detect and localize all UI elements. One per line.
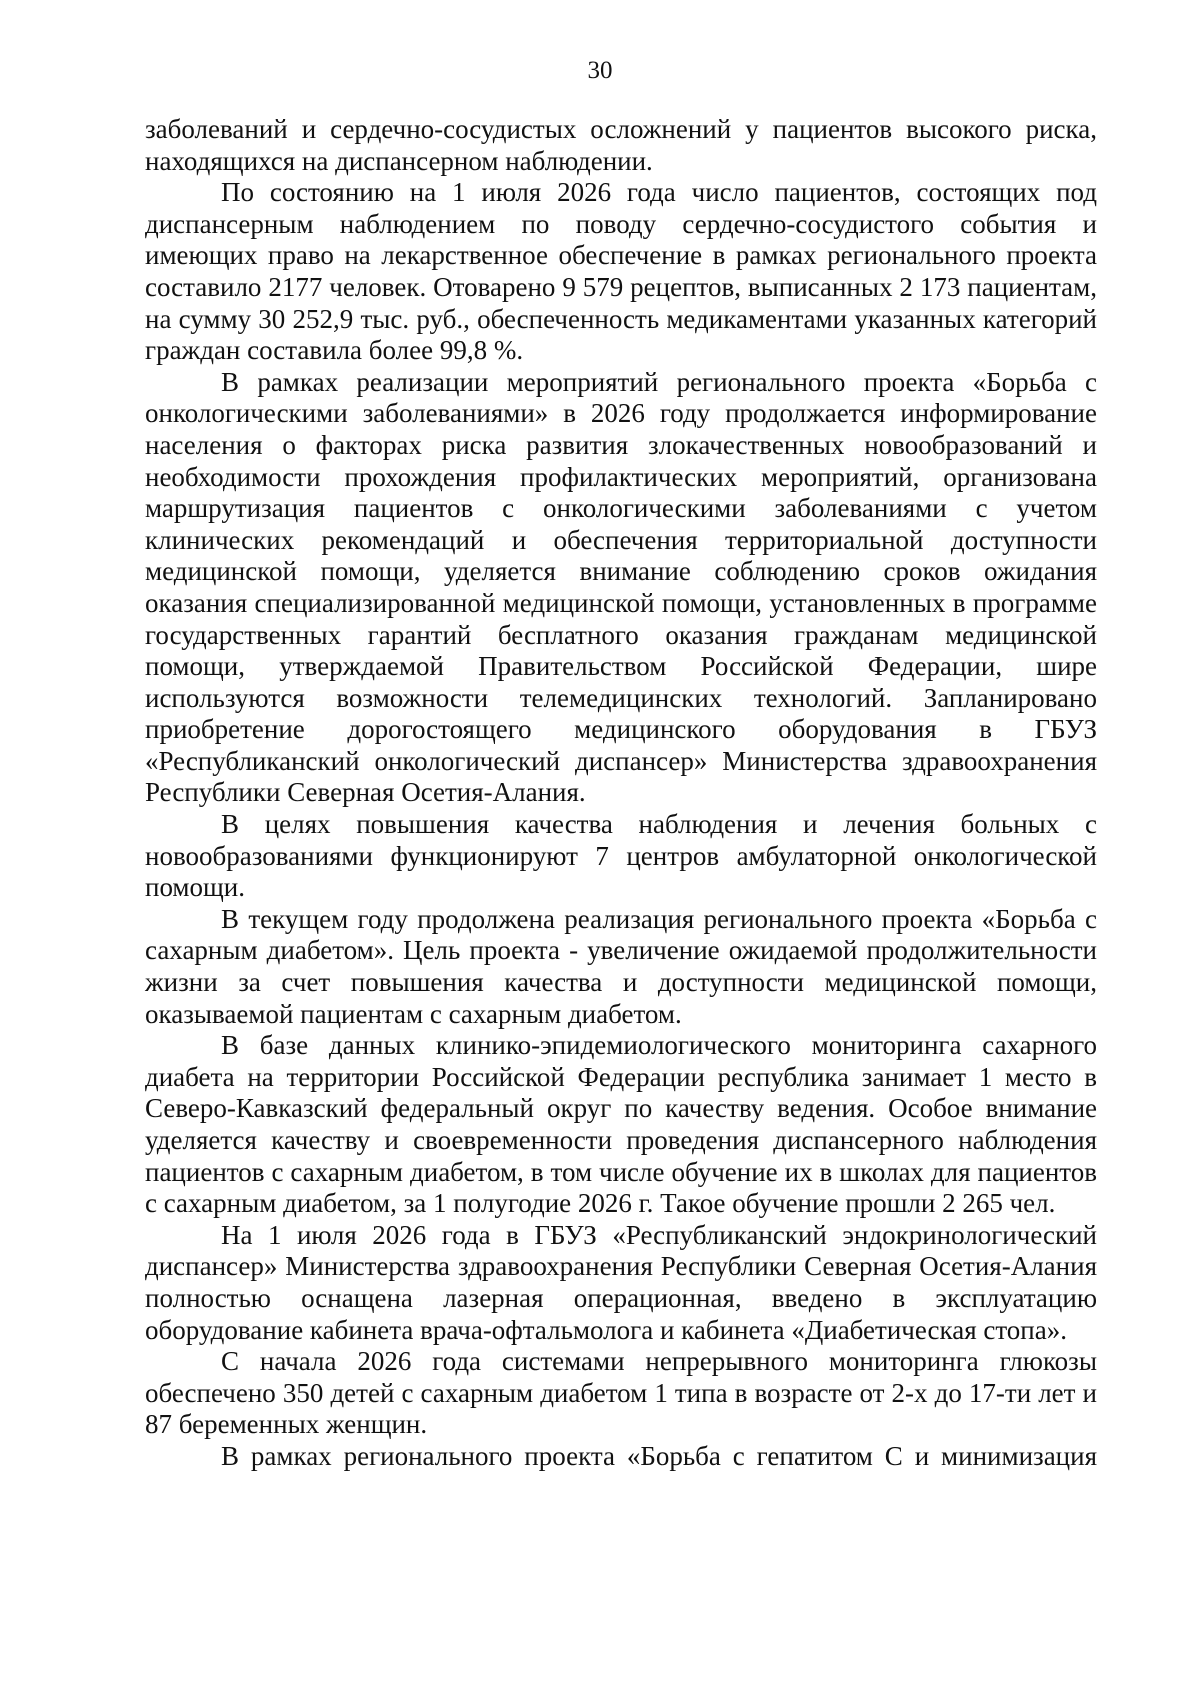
paragraph-hepatitis-project: В рамках регионального проекта «Борьба с гепатитом С и минимизация <box>221 1440 1097 1471</box>
page-number: 30 <box>587 57 613 84</box>
paragraph-oncology-centers: В целях повышения качества наблюдения и лечения больных с новообразованиями функционируют 7 центров амбулаторной онкологической помощи. <box>145 809 1097 903</box>
paragraph-endocrinology-dispensary: На 1 июля 2026 года в ГБУЗ «Республиканский эндокринологический диспансер» Министерства здравоохранения Республики Северная Осетия-Алания полностью оснащена лазерная операционная, введено в эксплуатацию оборудование кабинета врача-офтальмолога и кабинета «Диабетическая стопа». <box>145 1219 1097 1345</box>
paragraph-oncology-project: В рамках реализации мероприятий регионального проекта «Борьба с онкологическими заболеваниями» в 2026 году продолжается информирование населения о факторах риска развития злокачественных новообразований и необходимости прохождения профилактических мероприятий, организована маршрутизация пациентов с онкологическими заболеваниями с учетом клинических рекомендаций и обеспечения территориальной доступности медицинской помощи, уделяется внимание соблюдению сроков ожидания оказания специализированной медицинской помощи, установленных в программе государственных гарантий бесплатного оказания гражданам медицинской помощи, утверждаемой Правительством Российской Федерации, шире используются возможности телемедицинских технологий. Запланировано приобретение дорогостоящего медицинского оборудования в ГБУЗ «Республиканский онкологический диспансер» Министерства здравоохранения Республики Северная Осетия-Алания. <box>145 366 1097 808</box>
paragraph-diabetes-monitoring: В базе данных клинико-эпидемиологического мониторинга сахарного диабета на территории Российской Федерации республика занимает 1 место в Северо-Кавказский федеральный округ по качеству ведения. Особое внимание уделяется качеству и своевременности проведения диспансерного наблюдения пациентов с сахарным диабетом, в том числе обучение их в школах для пациентов с сахарным диабетом, за 1 полугодие 2026 г. Такое обучение прошли 2 265 чел. <box>145 1030 1097 1219</box>
document-body <box>145 114 1097 1473</box>
paragraph-glucose-monitoring: С начала 2026 года системами непрерывного мониторинга глюкозы обеспечено 350 детей с сахарным диабетом 1 типа в возрасте от 2-х до 17-ти лет и 87 беременных женщин. <box>145 1346 1097 1440</box>
paragraph-diabetes-project: В текущем году продолжена реализация регионального проекта «Борьба с сахарным диабетом». Цель проекта - увеличение ожидаемой продолжительности жизни за счет повышения качества и доступности медицинской помощи, оказываемой пациентам с сахарным диабетом. <box>145 903 1097 1029</box>
paragraph-cardio-medication: По состоянию на 1 июля 2026 года число пациентов, состоящих под диспансерным наблюдением по поводу сердечно-сосудистого события и имеющих право на лекарственное обеспечение в рамках регионального проекта составило 2177 человек. Отоварено 9 579 рецептов, выписанных 2 173 пациентам, на сумму 30 252,9 тыс. руб., обеспеченность медикаментами указанных категорий граждан составила более 99,8 %. <box>145 177 1097 366</box>
paragraph-continuation: заболеваний и сердечно-сосудистых осложнений у пациентов высокого риска, находящихся на диспансерном наблюдении. <box>145 114 1097 176</box>
